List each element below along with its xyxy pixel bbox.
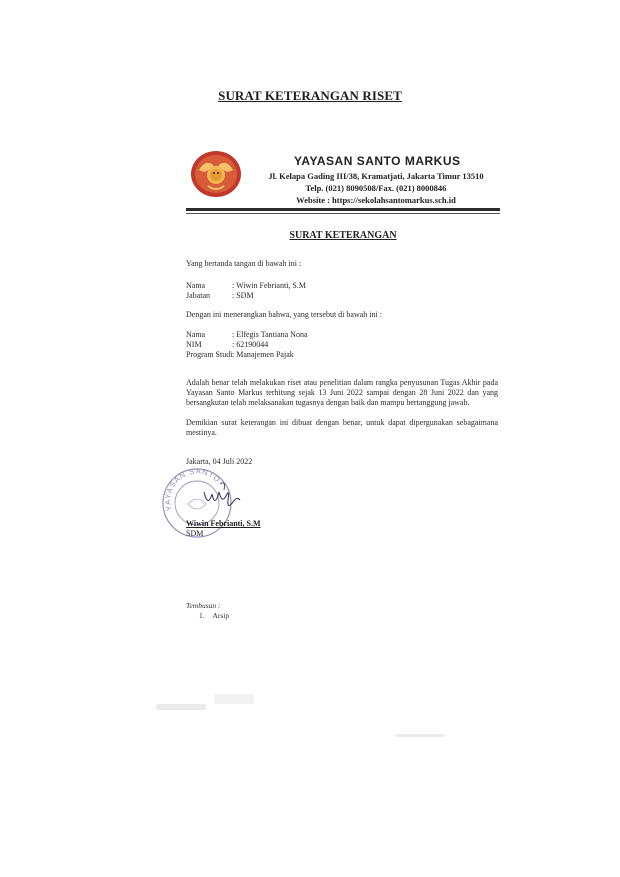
student-program-value: : Manajemen Pajak [232,350,294,359]
place-date: Jakarta, 04 Juli 2022 [186,457,253,466]
scan-artifact [156,704,206,710]
signatory-name-value: : Wiwin Febrianti, S.M [232,281,306,290]
org-phone: Telp. (021) 8090508/Fax. (021) 8000846 [305,183,447,193]
org-website: Website : https://sekolahsantomarkus.sch.id [296,195,456,205]
org-address: Jl. Kelapa Gading III/38, Kramatjati, Jakarta Timur 13510 [268,171,484,181]
letter-title: SURAT KETERANGAN [289,230,397,241]
handwritten-signature [200,478,244,518]
student-nim-label: NIM [186,340,202,349]
signer-role: SDM [186,529,204,538]
scan-artifact [395,734,445,737]
stamp-text: YAYASAN SANTO [163,466,223,512]
page-heading: SURAT KETERANGAN RISET [218,88,402,103]
student-program-label: Program Studi [186,350,233,359]
letterhead [186,146,500,216]
org-name: YAYASAN SANTO MARKUS [294,154,461,168]
cc-item-number: 1. [199,611,205,620]
signatory-position-value: : SDM [232,291,254,300]
intro-text: Yang bertanda tangan di bawah ini : [186,259,302,268]
scan-artifact [214,694,254,704]
winged-lion-logo-icon [190,150,242,198]
closing-paragraph: Demikian surat keterangan ini dibuat dengan benar, untuk dapat dipergunakan sebagaimana mestinya. [186,418,498,437]
signatory-position-label: Jabatan [186,291,210,300]
cc-label: Tembusan : [186,601,221,610]
student-name-value: : Elfegis Tantiana Nona [232,330,308,339]
signatory-name-label: Nama [186,281,206,290]
letterhead-rule-thick [186,208,500,211]
signer-name: Wiwin Febrianti, S.M [186,519,261,528]
research-paragraph: Adalah benar telah melakukan riset atau penelitian dalam rangka penyusunan Tugas Akhir pada Yayasan Santo Markus terhitung sejak 13 Juni 2022 sampai dengan 28 Juni 2022 dan yang bersangkutan telah melaksanakan tugasnya dengan baik dan mampu bertanggung jawab. [186,378,498,407]
student-name-label: Nama [186,330,206,339]
letterhead-rule-thin [186,213,500,214]
student-nim-value: : 62190044 [232,340,269,349]
cc-item [199,611,229,620]
statement-text: Dengan ini menerangkan bahwa, yang tersebut di bawah ini : [186,310,382,319]
cc-item-text: Arsip [212,611,230,620]
